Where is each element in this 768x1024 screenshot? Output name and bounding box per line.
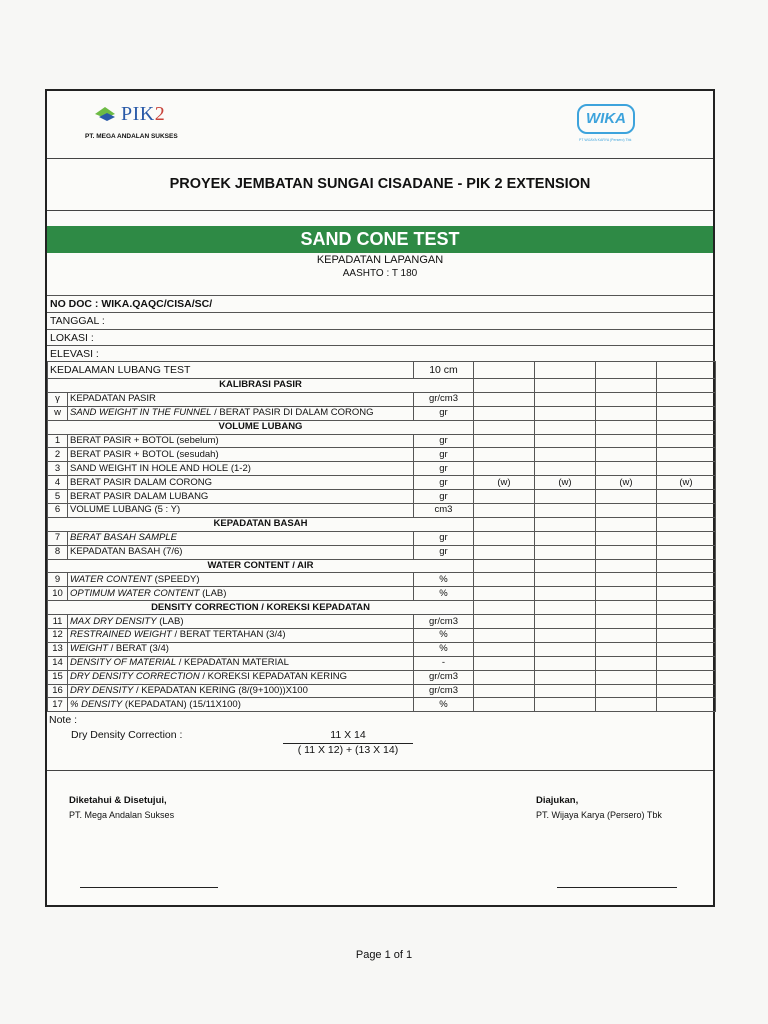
value-cell[interactable]: [657, 392, 716, 406]
value-cell[interactable]: [657, 684, 716, 698]
test-standard: AASHTO : T 180: [342, 268, 418, 279]
value-cell[interactable]: [535, 615, 596, 629]
wika-badge: WIKA: [577, 104, 635, 134]
value-cell[interactable]: [474, 615, 535, 629]
value-cell[interactable]: [657, 531, 716, 545]
signature-divider: [47, 770, 713, 771]
value-cell[interactable]: [657, 362, 716, 379]
formula-numerator: 11 X 14: [330, 729, 366, 741]
value-cell-w[interactable]: (w): [474, 476, 535, 490]
value-cell[interactable]: [596, 406, 657, 420]
value-cell[interactable]: [596, 434, 657, 448]
pik-leaf-icon: [93, 105, 119, 123]
section-water: WATER CONTENT / AIR: [48, 559, 474, 573]
value-cell[interactable]: [657, 434, 716, 448]
row-number: 13: [48, 642, 68, 656]
note-label: Note :: [49, 714, 78, 726]
value-cell[interactable]: [535, 642, 596, 656]
table-row: [48, 531, 716, 545]
row-unit: gr: [414, 406, 474, 420]
value-cell[interactable]: [535, 573, 596, 587]
row-label: SAND WEIGHT IN THE FUNNEL / BERAT PASIR DI DALAM CORONG: [68, 406, 414, 420]
row-number: 7: [48, 531, 68, 545]
formula-label: Dry Density Correction :: [71, 729, 183, 741]
value-cell[interactable]: [657, 587, 716, 601]
value-cell[interactable]: [596, 615, 657, 629]
table-row: [48, 615, 716, 629]
value-cell[interactable]: [657, 448, 716, 462]
row-label: BERAT BASAH SAMPLE: [68, 531, 414, 545]
row-unit: gr: [414, 448, 474, 462]
row-label: BERAT PASIR DALAM CORONG: [68, 476, 414, 490]
section-basah: KEPADATAN BASAH: [48, 517, 474, 531]
table-row: [48, 587, 716, 601]
table-row: [48, 490, 716, 504]
value-cell[interactable]: [474, 642, 535, 656]
right-signature-line[interactable]: [557, 887, 677, 888]
value-cell[interactable]: [657, 490, 716, 504]
value-cell[interactable]: [596, 587, 657, 601]
row-number: 10: [48, 587, 68, 601]
row-label: BERAT PASIR DALAM LUBANG: [68, 490, 414, 504]
value-cell[interactable]: [474, 490, 535, 504]
row-label: BERAT PASIR + BOTOL (sesudah): [68, 448, 414, 462]
row-label: SAND WEIGHT IN HOLE AND HOLE (1-2): [68, 462, 414, 476]
row-unit: gr/cm3: [414, 392, 474, 406]
row-number: 2: [48, 448, 68, 462]
value-cell[interactable]: [596, 670, 657, 684]
row-number: γ: [48, 392, 68, 406]
section-volume: VOLUME LUBANG: [48, 420, 474, 434]
table-row: [48, 698, 716, 712]
left-signature-line[interactable]: [80, 887, 218, 888]
table-row: [48, 462, 716, 476]
row-label: VOLUME LUBANG (5 : Y): [68, 504, 414, 518]
row-unit: gr: [414, 545, 474, 559]
left-signature-title: Diketahui & Disetujui,: [69, 795, 167, 806]
value-cell[interactable]: [535, 490, 596, 504]
value-cell[interactable]: [474, 670, 535, 684]
value-cell[interactable]: [474, 531, 535, 545]
table-row: [48, 434, 716, 448]
page-number: Page 1 of 1: [355, 949, 413, 961]
elevation-field[interactable]: ELEVASI :: [47, 345, 713, 362]
value-cell[interactable]: [535, 362, 596, 379]
value-cell[interactable]: [535, 684, 596, 698]
row-number: 3: [48, 462, 68, 476]
value-cell[interactable]: [474, 684, 535, 698]
table-row: [48, 656, 716, 670]
value-cell[interactable]: [596, 462, 657, 476]
pik-logo-text: PIK2: [121, 103, 166, 125]
value-cell[interactable]: [657, 698, 716, 712]
value-cell[interactable]: [535, 392, 596, 406]
test-subtitle: KEPADATAN LAPANGAN: [316, 254, 444, 266]
row-unit: %: [414, 587, 474, 601]
row-label: % DENSITY (KEPADATAN) (15/11X100): [68, 698, 414, 712]
row-unit: cm3: [414, 504, 474, 518]
value-cell[interactable]: [657, 615, 716, 629]
doc-number-field[interactable]: NO DOC : WIKA.QAQC/CISA/SC/: [47, 295, 713, 312]
row-number: w: [48, 406, 68, 420]
row-unit: gr/cm3: [414, 615, 474, 629]
value-cell[interactable]: [474, 462, 535, 476]
row-unit: %: [414, 629, 474, 643]
value-cell[interactable]: [596, 656, 657, 670]
row-unit: %: [414, 642, 474, 656]
value-cell[interactable]: [596, 531, 657, 545]
row-number: 15: [48, 670, 68, 684]
row-label: WEIGHT / BERAT (3/4): [68, 642, 414, 656]
value-cell[interactable]: [474, 587, 535, 601]
row-number: 17: [48, 698, 68, 712]
row-label: RESTRAINED WEIGHT / BERAT TERTAHAN (3/4): [68, 629, 414, 643]
value-cell[interactable]: [657, 656, 716, 670]
table-row: [48, 504, 716, 518]
row-label: DRY DENSITY / KEPADATAN KERING (8/(9+100))X100: [68, 684, 414, 698]
value-cell[interactable]: [474, 448, 535, 462]
table-row: [48, 642, 716, 656]
value-cell[interactable]: [474, 362, 535, 379]
value-cell[interactable]: [596, 490, 657, 504]
table-row: [48, 670, 716, 684]
row-unit: -: [414, 656, 474, 670]
value-cell[interactable]: [657, 545, 716, 559]
form-sheet: [45, 89, 715, 907]
row-label: KEPADATAN PASIR: [68, 392, 414, 406]
section-kalibrasi: KALIBRASI PASIR: [48, 379, 474, 393]
value-cell[interactable]: [596, 448, 657, 462]
value-cell[interactable]: [657, 629, 716, 643]
row-unit: %: [414, 573, 474, 587]
value-cell[interactable]: [596, 573, 657, 587]
value-cell[interactable]: [535, 448, 596, 462]
depth-row: [48, 362, 716, 379]
value-cell[interactable]: [535, 656, 596, 670]
row-unit: gr: [414, 476, 474, 490]
value-cell[interactable]: [474, 504, 535, 518]
row-unit: gr/cm3: [414, 670, 474, 684]
row-number: 14: [48, 656, 68, 670]
value-cell[interactable]: [657, 504, 716, 518]
row-number: 6: [48, 504, 68, 518]
value-cell[interactable]: [535, 545, 596, 559]
row-unit: %: [414, 698, 474, 712]
value-cell[interactable]: [657, 406, 716, 420]
table-row: [48, 629, 716, 643]
value-cell[interactable]: [474, 698, 535, 712]
depth-value: 10 cm: [414, 362, 474, 379]
value-cell[interactable]: [657, 670, 716, 684]
row-unit: gr: [414, 490, 474, 504]
row-number: 12: [48, 629, 68, 643]
value-cell[interactable]: [596, 362, 657, 379]
table-row: [48, 406, 716, 420]
project-title: PROYEK JEMBATAN SUNGAI CISADANE - PIK 2 EXTENSION: [47, 158, 713, 211]
value-cell[interactable]: [596, 504, 657, 518]
row-label: MAX DRY DENSITY (LAB): [68, 615, 414, 629]
value-cell-w[interactable]: (w): [535, 476, 596, 490]
row-number: 4: [48, 476, 68, 490]
row-unit: gr/cm3: [414, 684, 474, 698]
value-cell[interactable]: [596, 698, 657, 712]
value-cell[interactable]: [535, 698, 596, 712]
wika-logo: [575, 102, 639, 148]
value-cell[interactable]: [474, 545, 535, 559]
date-field[interactable]: TANGGAL :: [47, 312, 713, 329]
value-cell[interactable]: [657, 573, 716, 587]
row-label: DRY DENSITY CORRECTION / KOREKSI KEPADATAN KERING: [68, 670, 414, 684]
form-header: [47, 91, 713, 159]
value-cell[interactable]: [596, 642, 657, 656]
left-signature-company: PT. Mega Andalan Sukses: [69, 810, 175, 820]
right-signature-company: PT. Wijaya Karya (Persero) Tbk: [536, 810, 662, 820]
value-cell[interactable]: [535, 504, 596, 518]
value-cell[interactable]: [535, 406, 596, 420]
row-number: 11: [48, 615, 68, 629]
value-cell[interactable]: [474, 573, 535, 587]
value-cell[interactable]: [535, 670, 596, 684]
row-unit: gr: [414, 462, 474, 476]
value-cell[interactable]: [535, 434, 596, 448]
row-label: BERAT PASIR + BOTOL (sebelum): [68, 434, 414, 448]
value-cell[interactable]: [535, 629, 596, 643]
row-label: WATER CONTENT (SPEEDY): [68, 573, 414, 587]
row-unit: gr: [414, 531, 474, 545]
value-cell[interactable]: [596, 684, 657, 698]
row-label: OPTIMUM WATER CONTENT (LAB): [68, 587, 414, 601]
row-number: 1: [48, 434, 68, 448]
table-row: [48, 573, 716, 587]
left-company-name: PT. MEGA ANDALAN SUKSES: [85, 133, 178, 140]
row-number: 8: [48, 545, 68, 559]
right-signature-title: Diajukan,: [536, 795, 579, 806]
depth-label: KEDALAMAN LUBANG TEST: [48, 362, 414, 379]
value-cell[interactable]: [657, 462, 716, 476]
value-cell[interactable]: [657, 642, 716, 656]
value-cell-w[interactable]: (w): [596, 476, 657, 490]
wika-subtext: PT WIJAYA KARYA (Persero) Tbk: [579, 138, 632, 142]
value-cell[interactable]: [535, 531, 596, 545]
row-number: 9: [48, 573, 68, 587]
location-field[interactable]: LOKASI :: [47, 329, 713, 346]
value-cell[interactable]: [596, 545, 657, 559]
row-number: 16: [48, 684, 68, 698]
section-density: DENSITY CORRECTION / KOREKSI KEPADATAN: [48, 601, 474, 615]
row-label: DENSITY OF MATERIAL / KEPADATAN MATERIAL: [68, 656, 414, 670]
table-row: [48, 392, 716, 406]
sand-cone-table: [47, 361, 716, 712]
test-title-banner: SAND CONE TEST: [47, 226, 713, 253]
table-row: [48, 448, 716, 462]
value-cell[interactable]: [535, 462, 596, 476]
value-cell[interactable]: [596, 629, 657, 643]
value-cell[interactable]: [474, 656, 535, 670]
table-row: [48, 476, 716, 490]
value-cell[interactable]: [535, 587, 596, 601]
value-cell[interactable]: [474, 406, 535, 420]
value-cell[interactable]: [596, 392, 657, 406]
table-row: [48, 545, 716, 559]
formula-denominator: ( 11 X 12) + (13 X 14): [297, 744, 399, 756]
value-cell-w[interactable]: (w): [657, 476, 716, 490]
value-cell[interactable]: [474, 434, 535, 448]
row-unit: gr: [414, 434, 474, 448]
row-number: 5: [48, 490, 68, 504]
value-cell[interactable]: [474, 629, 535, 643]
row-label: KEPADATAN BASAH (7/6): [68, 545, 414, 559]
table-row: [48, 684, 716, 698]
value-cell[interactable]: [474, 392, 535, 406]
